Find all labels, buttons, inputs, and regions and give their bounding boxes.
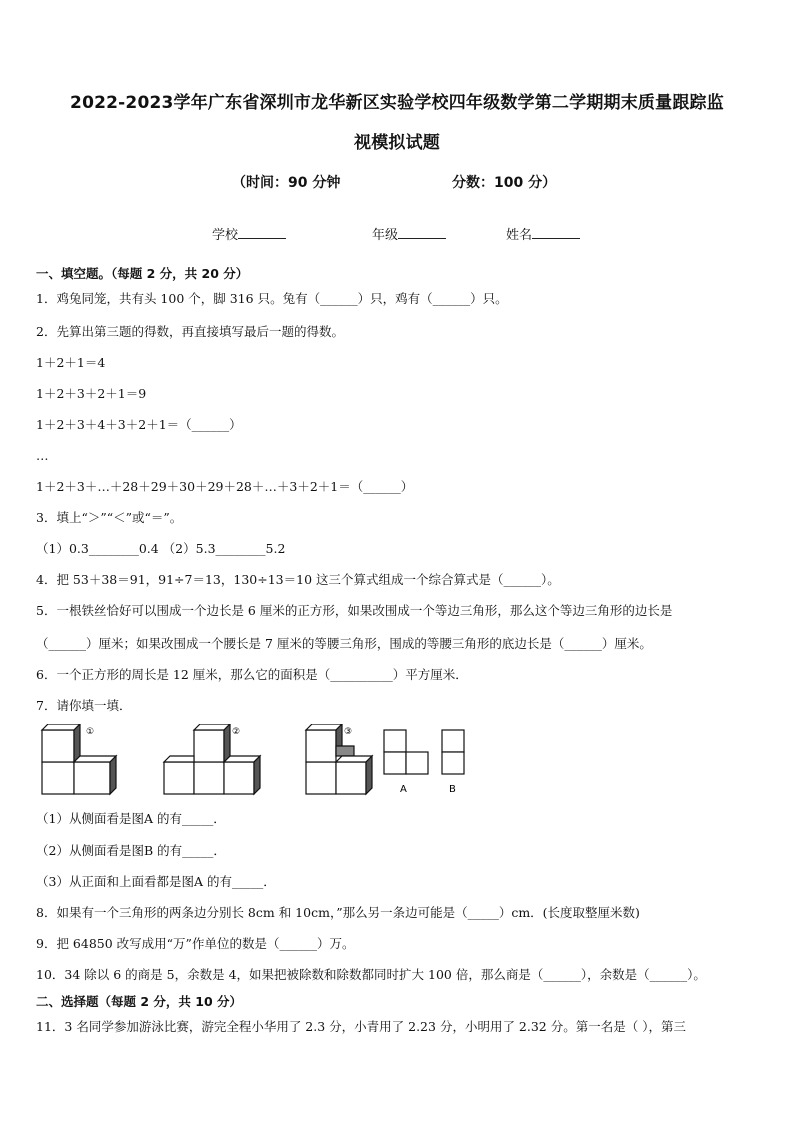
question-3: 3．填上“＞”“＜”或“＝”。 [36,510,183,525]
question-7: 7．请你填一填． [36,698,132,713]
section-1-heading: 一、填空题。（每题 2 分，共 20 分） [36,266,249,281]
question-7-part-3: （3）从正面和上面看都是图A 的有_____． [36,874,276,889]
name-field [506,224,580,243]
grade-blank[interactable] [398,226,446,239]
figure-3 [306,724,372,794]
question-2-line-4: … [36,448,49,463]
question-1: 1．鸡兔同笼，共有头 100 个，脚 316 只。兔有（______）只，鸡有（______）只。 [36,291,508,306]
question-2-line-1: 1＋2＋1＝4 [36,355,106,370]
grade-field [372,224,446,243]
title-line-2: 视模拟试题 [354,133,440,153]
school-label: 学校 [212,228,239,243]
question-8: 8．如果有一个三角形的两条边分别长 8cm 和 10cm，”那么另一条边可能是（_____）cm．(长度取整厘米数) [36,905,640,920]
total-score: 分数：100 分） [452,175,557,191]
question-7-part-2: （2）从侧面看是图B 的有_____． [36,843,226,858]
question-2-line-5: 1＋2＋3＋…＋28＋29＋30＋29＋28＋…＋3＋2＋1＝（______） [36,479,414,494]
figure-1-number: ① [86,727,95,737]
figure-2 [164,724,260,794]
question-9: 9．把 64850 改写成用“万”作单位的数是（______）万。 [36,936,355,951]
question-5-part-b: （______）厘米；如果改围成一个腰长是 7 厘米的等腰三角形，围成的等腰三角形的底边长是（______）厘米。 [36,636,652,651]
view-a [384,730,428,774]
time-limit: （时间：90 分钟 [232,175,341,191]
school-blank[interactable] [238,226,286,239]
question-4: 4．把 53＋38＝91，91÷7＝13，130÷13＝10 这三个算式组成一个综合算式是（______）。 [36,572,560,587]
grade-label: 年级 [372,228,399,243]
view-a-label: A [400,784,407,795]
question-11: 11．3 名同学参加游泳比赛，游完全程小华用了 2.3 分，小青用了 2.23 分，小明用了 2.32 分。第一名是（ ），第三 [36,1019,686,1034]
section-2-heading: 二、选择题（每题 2 分，共 10 分） [36,994,243,1009]
question-3-line-1: （1）0.3________0.4 （2）5.3________5.2 [36,541,286,556]
name-blank[interactable] [532,226,580,239]
question-2-line-3: 1＋2＋3＋4＋3＋2＋1＝（______） [36,417,242,432]
view-b [442,730,464,774]
question-10: 10．34 除以 6 的商是 5，余数是 4，如果把被除数和除数都同时扩大 100 倍，那么商是（______），余数是（______）。 [36,967,706,982]
question-5-part-a: 5．一根铁丝恰好可以围成一个边长是 6 厘米的正方形，如果改围成一个等边三角形，那么这个等边三角形的边长是 [36,603,673,618]
question-6: 6．一个正方形的周长是 12 厘米，那么它的面积是（__________）平方厘米． [36,667,468,682]
view-b-label: B [449,784,456,795]
figure-1 [42,724,116,794]
cube-figures-drawing [36,724,476,800]
cube-figures [36,724,476,800]
title-line-1: 2022-2023学年广东省深圳市龙华新区实验学校四年级数学第二学期期末质量跟踪监 [70,93,724,113]
question-2: 2．先算出第三题的得数，再直接填写最后一题的得数。 [36,324,344,339]
school-field [212,224,286,243]
figure-2-number: ② [232,727,241,737]
question-2-line-2: 1＋2＋3＋2＋1＝9 [36,386,147,401]
name-label: 姓名 [506,228,533,243]
question-7-part-1: （1）从侧面看是图A 的有_____． [36,811,226,826]
figure-3-number: ③ [344,727,353,737]
